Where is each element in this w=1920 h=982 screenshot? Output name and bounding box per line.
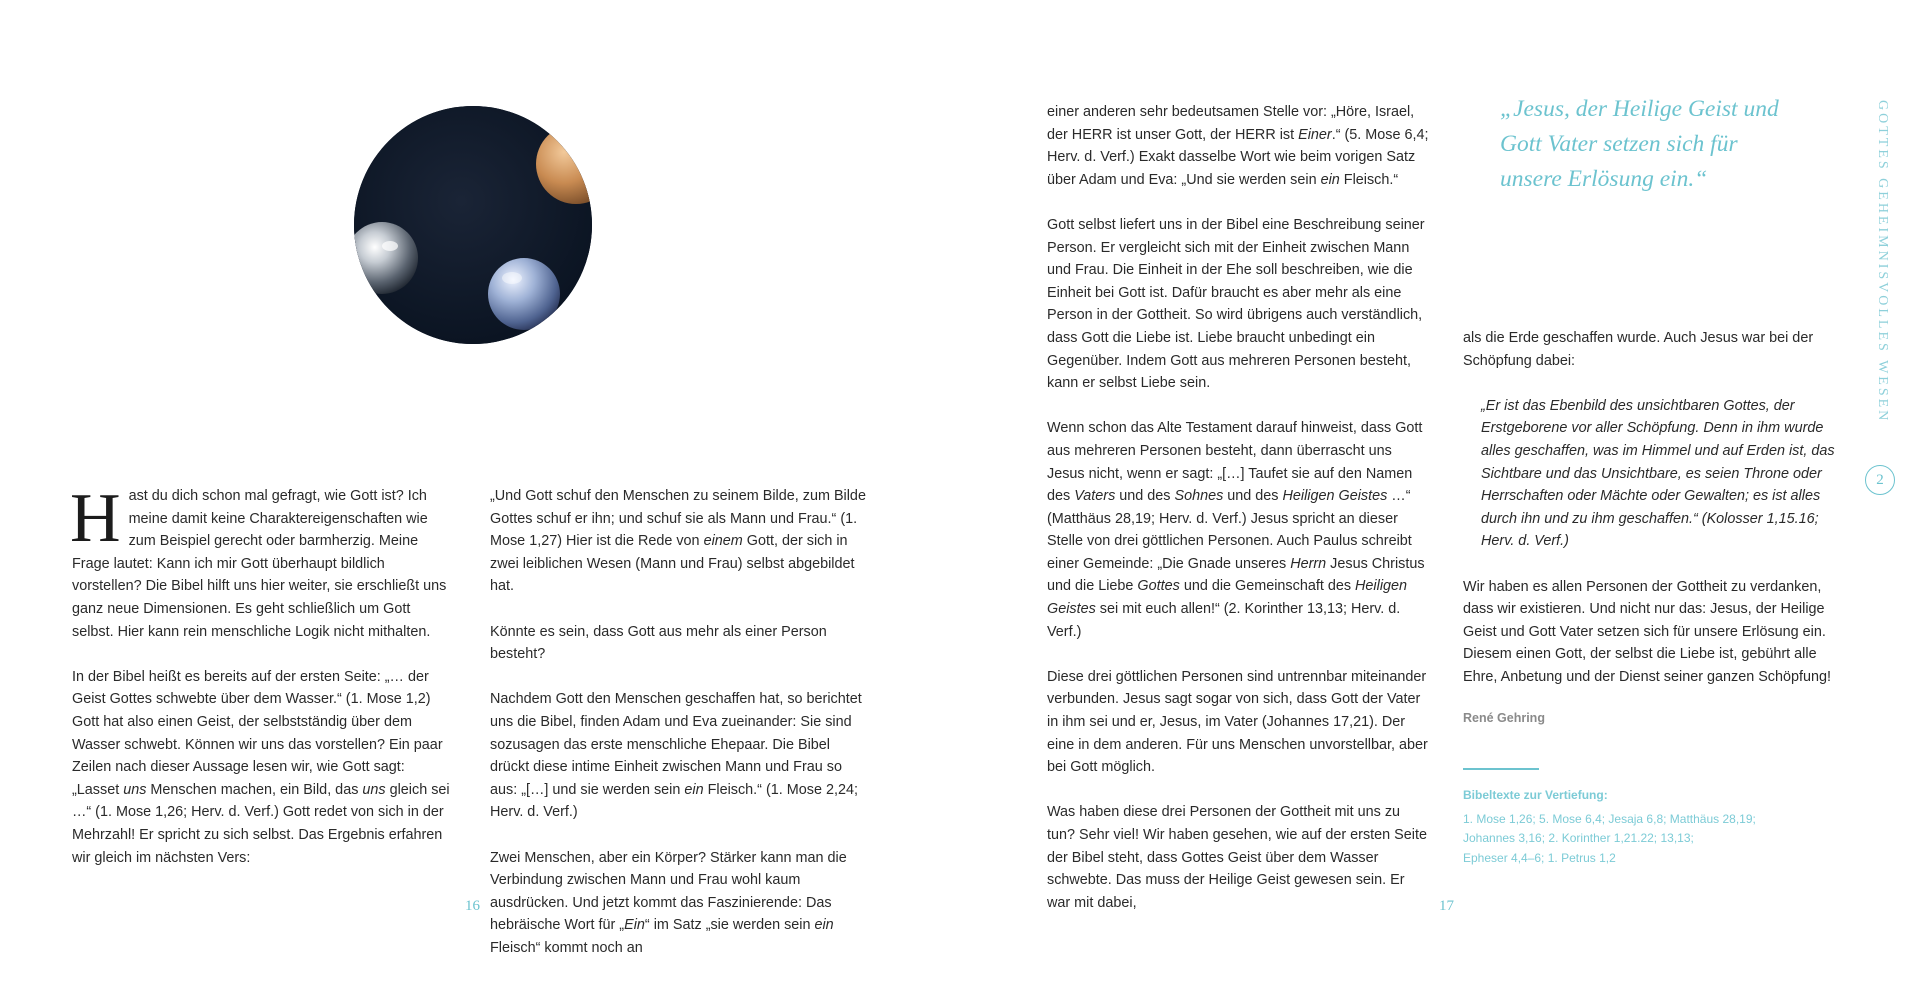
drop-cap: H	[70, 480, 121, 557]
emphasis: ein	[684, 781, 704, 798]
page-number-left: 16	[465, 898, 480, 914]
text-run: Gott selbst liefert uns in der Bibel eine Beschreibung seiner Person. Er vergleicht sich mit der Einheit zwischen Mann und Frau. Die Einheit in der Ehe soll beschreiben, wie die Einheit bei Gott ist. Dafür braucht es aber mehr als eine Person in der Gottheit. So wird übrigens auch verständlich, dass Gott die Liebe ist. Liebe braucht unbedingt ein Gegenüber. Indem Gott aus mehreren Personen besteht, kann er selbst Liebe sein.	[1047, 216, 1425, 392]
paragraph-image-of-god	[490, 485, 870, 598]
chapter-title: GOTTES GEHEIMNISVOLLES WESEN	[1875, 100, 1890, 424]
paragraph-genesis	[72, 666, 452, 869]
references-box	[1463, 786, 1793, 868]
text-run: gleich sei …“ (1. Mose 1,26; Herv. d. Verf.) Gott redet von sich in der Mehrzahl! Er spricht zu sich selbst. Das Ergebnis erfahren wir gleich im nächsten Vers:	[72, 781, 450, 866]
paragraph-description	[1047, 214, 1429, 395]
references-divider	[1463, 768, 1539, 770]
paragraph-relevance	[1047, 801, 1429, 914]
paragraph-adam-eve	[490, 688, 870, 824]
intro-text: ast du dich schon mal gefragt, wie Gott ist? Ich meine damit keine Charaktereigenschaften wie zum Beispiel gerecht oder barmherzig. Meine Frage lautet: Kann ich mir Gott überhaupt bildlich vorstellen? Die Bibel hilft uns hier weiter, sie erschließt uns ganz neue Dimensionen. Es geht schließlich um Gott selbst. Hier kann rein menschliche Logik nicht mithalten.	[72, 488, 447, 640]
paragraph-one-flesh	[490, 847, 870, 960]
emphasis: Herrn	[1290, 555, 1327, 572]
silver-sphere-highlight	[382, 241, 398, 251]
text-run: “ im Satz „sie werden sein	[644, 917, 815, 934]
text-run: Fleisch“ kommt noch an	[490, 939, 643, 956]
chapter-number-badge: 2	[1865, 465, 1895, 495]
emphasis: uns	[123, 781, 147, 798]
intro-paragraph	[70, 480, 452, 643]
references-title: Bibeltexte zur Vertiefung:	[1463, 788, 1608, 802]
intro-paragraph-wrap	[70, 480, 452, 643]
text-column-2	[490, 485, 870, 982]
text-run: Was haben diese drei Personen der Gottheit mit uns zu tun? Sehr viel! Wir haben gesehen, wie auf der ersten Seite der Bibel steht, dass Gottes Geist über dem Wasser schwebte. Das muss der Heilige Geist gewesen sein. Er war mit dabei,	[1047, 804, 1427, 911]
emphasis: ein	[1320, 171, 1340, 188]
text-run: Gott, der sich in zwei leiblichen Wesen (Mann und Frau) selbst abgebildet hat.	[490, 533, 855, 595]
text-run: „Und Gott schuf den Menschen zu seinem Bilde, zum Bilde Gottes schuf er ihn; und schuf sie als Mann und Frau.“ (1. Mose 1,27) Hier ist die Rede von	[490, 488, 866, 550]
text-run: Fleisch.“ (1. Mose 2,24; Herv. d. Verf.)	[490, 781, 858, 821]
text-column-3	[1047, 101, 1429, 937]
references-line: Epheser 4,4–6; 1. Petrus 1,2	[1463, 850, 1616, 865]
text-run: Könnte es sein, dass Gott aus mehr als einer Person besteht?	[490, 623, 827, 663]
text-run: Jesus Christus und die Liebe	[1047, 555, 1425, 595]
text-run: als die Erde geschaffen wurde. Auch Jesus war bei der Schöpfung dabei:	[1463, 330, 1814, 369]
references-line: 1. Mose 1,26; 5. Mose 6,4; Jesaja 6,8; Matthäus 28,19;	[1463, 811, 1756, 826]
emphasis: Ein	[624, 917, 645, 934]
emphasis: einem	[703, 533, 743, 550]
author-name: René Gehring	[1463, 711, 1545, 726]
text-run: und des	[1115, 488, 1175, 505]
pull-quote: „Jesus, der Heilige Geist und Gott Vater setzen sich für unsere Erlösung ein.“	[1500, 96, 1779, 192]
references-line: Johannes 3,16; 2. Korinther 1,21.22; 13,13;	[1463, 831, 1694, 845]
paragraph-conclusion	[1463, 576, 1848, 689]
text-run: sei mit euch allen!“ (2. Korinther 13,13; Herv. d. Verf.)	[1047, 601, 1401, 640]
paragraph-trinity	[1047, 417, 1429, 643]
text-run: Nachdem Gott den Menschen geschaffen hat, so berichtet uns die Bibel, finden Adam und Eva zueinander: Sie sind sozusagen das erste menschliche Ehepaar. Die Bibel drückt diese intime Einheit zwischen Mann und Frau so aus: „[…] und sie werden sein	[490, 691, 862, 798]
emphasis: uns	[362, 781, 386, 798]
paragraph-shema	[1047, 101, 1429, 191]
text-run: …“ (Matthäus 28,19; Herv. d. Verf.) Jesus spricht an dieser Stelle von drei göttlichen Personen. Auch Paulus schreibt einer Gemeinde: „Die Gnade unseres	[1047, 488, 1412, 572]
emphasis: Heiligen Geistes	[1047, 578, 1408, 618]
text-run: Diese drei göttlichen Personen sind untrennbar miteinander verbunden. Jesus sagt sogar von sich, dass Gott der Vater in ihm sei und er, Jesus, im Vater (Johannes 17,21). Der eine in dem anderen. Für uns Menschen unvorstellbar, aber bei Gott möglich.	[1047, 668, 1428, 776]
text-run: Zwei Menschen, aber ein Körper? Stärker kann man die Verbindung zwischen Mann und Frau wohl kaum ausdrücken. Und jetzt kommt das Faszinierende: Das hebräische Wort für „	[490, 849, 847, 934]
text-column-1	[70, 480, 452, 892]
emphasis: Sohnes	[1174, 488, 1224, 505]
page-number-right: 17	[1439, 898, 1454, 914]
emphasis: Einer	[1298, 126, 1332, 143]
text-run: Menschen machen, ein Bild, das	[146, 781, 363, 798]
text-column-4	[1463, 327, 1848, 730]
emphasis: Heiligen Geistes	[1282, 488, 1388, 505]
text-run: .“ (5. Mose 6,4; Herv. d. Verf.) Exakt dasselbe Wort wie beim vorigen Satz über Adam und Eva: „Und sie werden sein	[1047, 126, 1429, 188]
paragraph-unity	[1047, 666, 1429, 779]
paragraph-question	[490, 621, 870, 666]
text-run: Fleisch.“	[1339, 171, 1399, 188]
spheres-illustration	[354, 106, 592, 344]
text-run: Wenn schon das Alte Testament darauf hinweist, dass Gott aus mehreren Personen besteht, dann überrascht uns Jesus nicht, wenn er sagt: „[…] Taufet sie auf den Namen des	[1047, 420, 1423, 505]
blue-sphere-highlight	[502, 272, 522, 284]
emphasis: ein	[814, 917, 834, 934]
text-run: und die Gemeinschaft des	[1179, 578, 1356, 595]
text-run: einer anderen sehr bedeutsamen Stelle vor: „Höre, Israel, der HERR ist unser Gott, der HERR ist	[1047, 104, 1415, 143]
bible-quote: „Er ist das Ebenbild des unsichtbaren Gottes, der Erstgeborene vor aller Schöpfung. Denn in ihm wurde alles geschaffen, was im Himmel und auf Erden ist, das Sichtbare und das Unsichtbare, es seien Throne oder Herrschaften oder Mächte oder Gewalten; es ist alles durch ihn und zu ihm geschaffen.“ (Kolosser 1,15.16; Herv. d. Verf.)	[1481, 397, 1835, 550]
emphasis: Vaters	[1074, 488, 1116, 505]
text-run: In der Bibel heißt es bereits auf der ersten Seite: „… der Geist Gottes schwebte über dem Wasser.“ (1. Mose 1,2) Gott hat also einen Geist, der selbstständig über dem Wasser schwebt. Können wir uns das vorstellen? Ein paar Zeilen nach dieser Aussage lesen wir, wie Gott sagt: „Lasset	[72, 668, 443, 798]
text-run: und des	[1223, 488, 1283, 505]
text-run: Wir haben es allen Personen der Gottheit zu verdanken, dass wir existieren. Und nicht nur das: Jesus, der Heilige Geist und Gott Vater setzen sich für unsere Erlösung ein. Diesem einen Gott, der selbst die Liebe ist, gebührt alle Ehre, Anbetung und der Dienst seiner ganzen Schöpfung!	[1463, 578, 1832, 685]
emphasis: Gottes	[1137, 578, 1180, 595]
paragraph-creation	[1463, 327, 1848, 372]
